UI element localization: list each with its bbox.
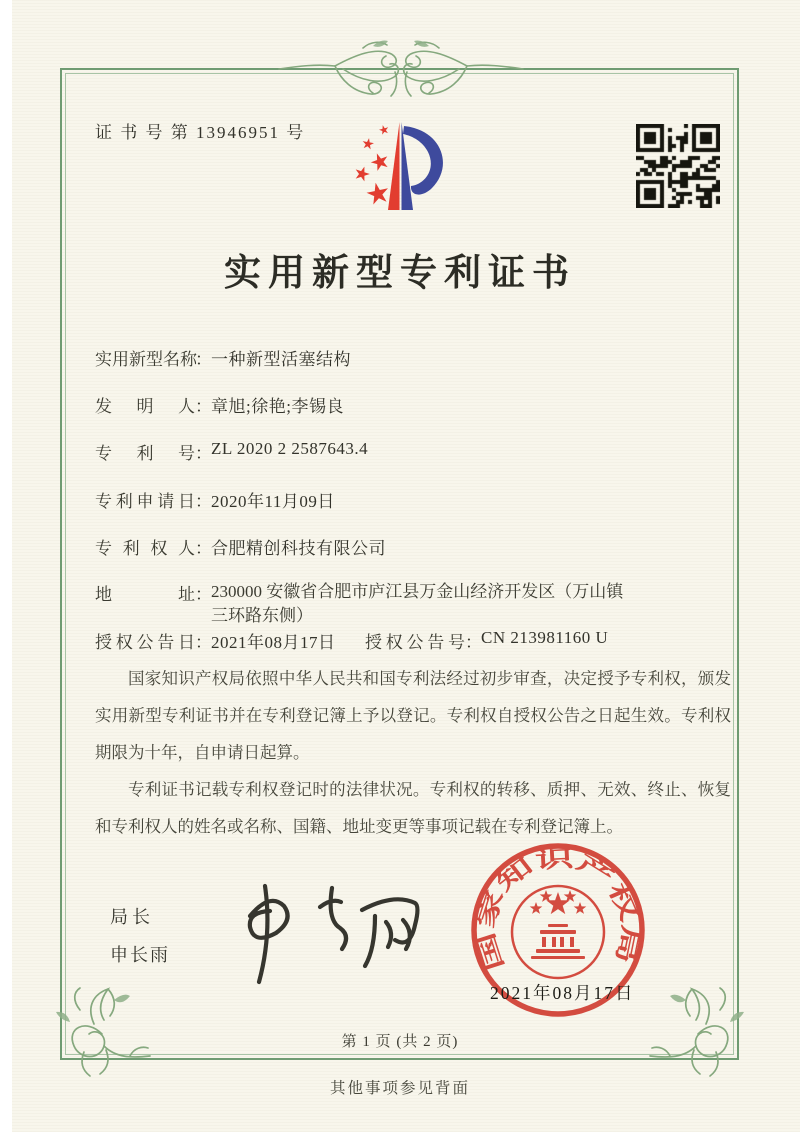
field-colon: ： [195,585,212,604]
field-label: 实用新型名称 [95,350,197,369]
field-value: 章旭;徐艳;李锡良 [211,397,344,416]
field-row-patent-number [95,439,368,464]
field-label: 发明人 [95,397,195,416]
field-row-inventors [95,392,344,417]
field-value-address [211,580,681,628]
legal-paragraph-1: 国家知识产权局依照中华人民共和国专利法经过初步审查，决定授予专利权，颁发实用新型专利证书并在专利登记簿上予以登记。专利权自授权公告之日起生效。专利权期限为十年，自申请日起算。 [95,669,731,762]
field-colon: ： [195,539,212,558]
field-colon: ： [195,397,212,416]
field-label: 授权公告号 [365,633,465,652]
address-line-1: 230000 安徽省合肥市庐江县万金山经济开发区（万山镇 [211,582,624,601]
field-label: 专利权人 [95,539,195,558]
field-row-filing-date [95,487,335,512]
commissioner-title: 局长 [110,907,154,927]
certificate-title: 实用新型专利证书 [224,253,576,294]
svg-text:国家知识产权局 [472,846,643,973]
field-label: 专利申请日 [95,492,195,511]
commissioner-signature-icon [228,876,440,988]
field-pair-grant-number [365,628,608,653]
legal-text-block [95,660,731,845]
field-value: 一种新型活塞结构 [211,350,351,369]
field-colon: ： [195,444,212,463]
seal-national-emblem [530,890,587,959]
address-line-2: 三环路东侧） [211,606,313,625]
field-label: 地址 [95,585,195,604]
field-colon: ： [465,633,482,652]
seal-arc-text: 国家知识产权局 [473,846,644,974]
field-value: 2021年08月17日 [211,633,336,652]
page-number: 第 1 页 (共 2 页) [341,1034,459,1050]
field-value: ZL 2020 2 2587643.4 [211,439,369,458]
field-value: CN 213981160 U [481,628,609,647]
field-label: 专利号 [95,444,195,463]
field-label: 授权公告日 [95,633,195,652]
field-colon: ： [195,633,212,652]
field-row-grant [95,628,609,653]
cnipa-logo-icon [338,110,472,230]
field-row-address [95,580,681,628]
field-row-utility-model-name [95,345,351,370]
legal-paragraph-2: 专利证书记载专利权登记时的法律状况。专利权的转移、质押、无效、终止、恢复和专利权人的姓名或名称、国籍、地址变更等事项记载在专利登记簿上。 [95,780,731,836]
certificate-number: 证 书 号 第 13946951 号 [95,123,306,142]
seal-date: 2021年08月17日 [490,983,635,1003]
back-side-note: 其他事项参见背面 [329,1080,470,1097]
field-colon: ： [195,350,212,369]
qr-code-icon [636,124,720,208]
field-colon: ： [195,492,212,511]
field-value: 合肥精创科技有限公司 [211,539,386,558]
commissioner-name: 申长雨 [110,945,170,965]
field-value: 2020年11月09日 [211,492,335,511]
field-row-patentee [95,534,386,559]
